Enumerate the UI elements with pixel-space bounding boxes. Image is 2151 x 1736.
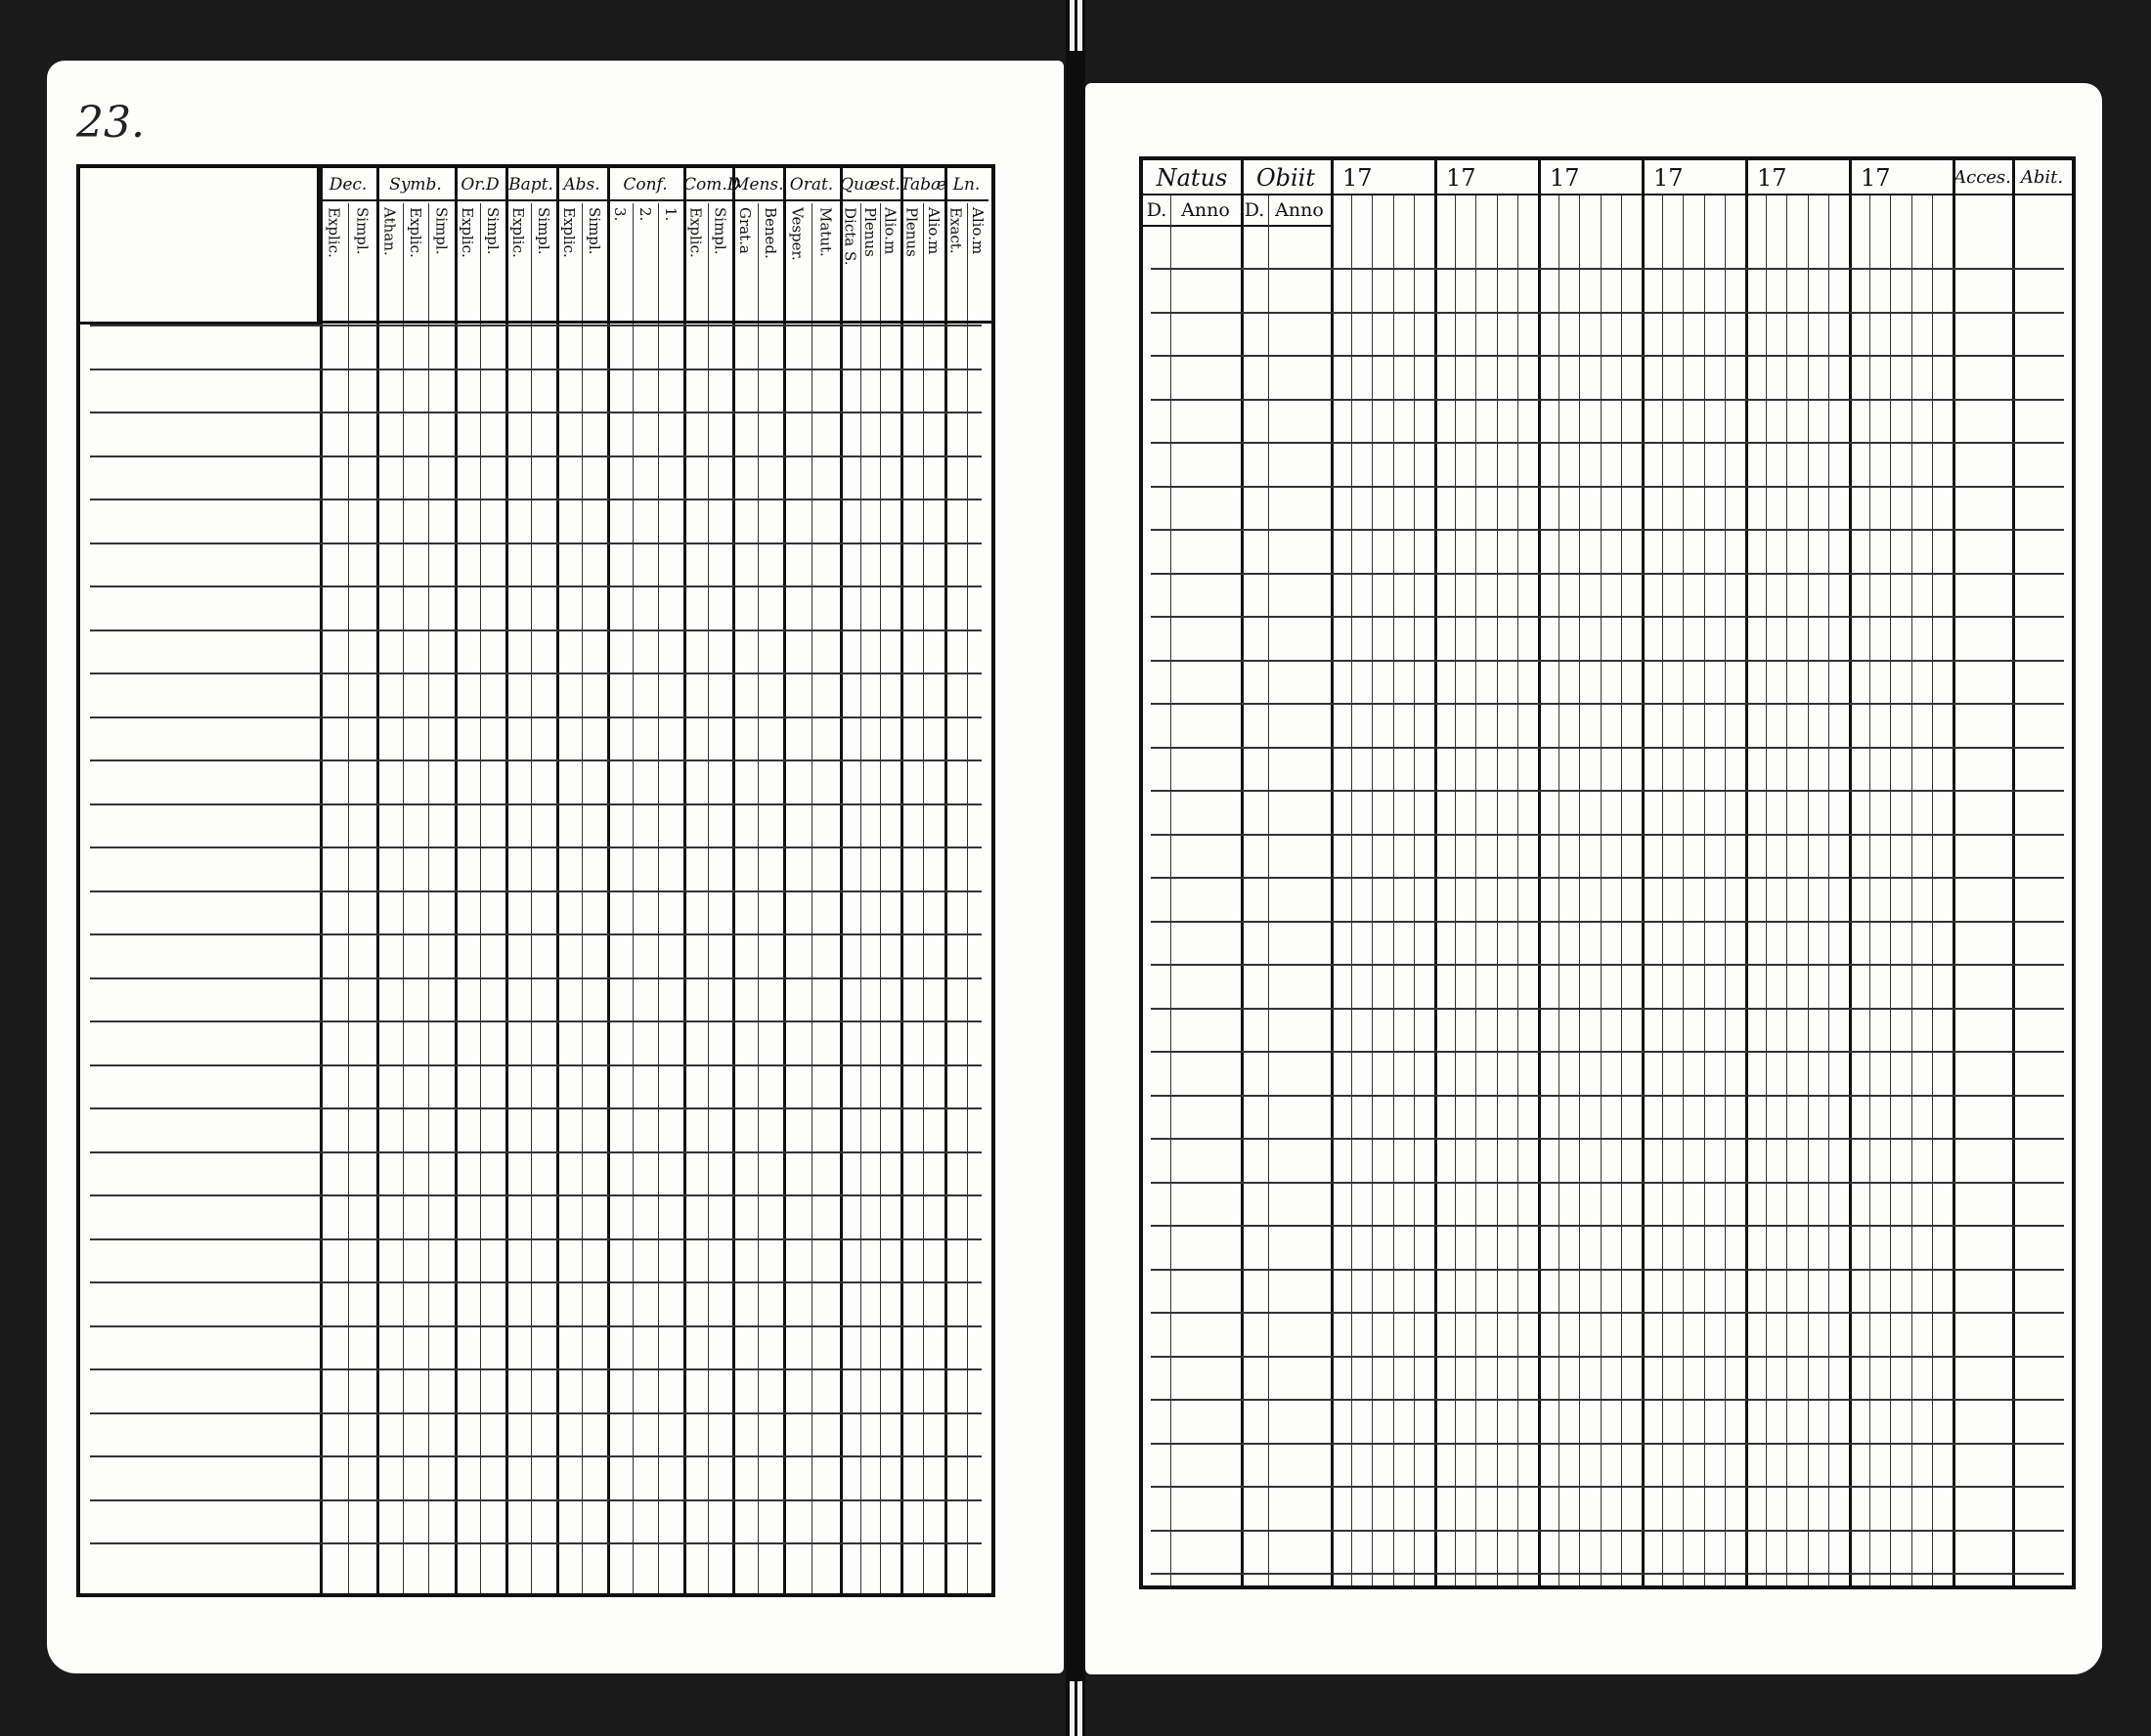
table-row-line xyxy=(90,1368,982,1370)
table-row-line xyxy=(90,325,982,326)
column-divider xyxy=(2012,160,2015,1585)
table-row-line xyxy=(90,1064,982,1066)
year-subcolumn-divider xyxy=(1414,195,1415,1585)
column-divider xyxy=(944,168,947,1593)
table-row-line xyxy=(90,1281,982,1283)
subheader-label: Alio.m xyxy=(881,207,900,255)
table-row-line xyxy=(90,586,982,587)
subheader-label: Alio.m xyxy=(968,207,987,255)
subheader-label: Simpl. xyxy=(586,207,603,255)
year-subcolumn-divider xyxy=(1517,195,1518,1585)
year-header: 17 xyxy=(1538,160,1642,195)
year-subcolumn-divider xyxy=(1601,195,1602,1585)
table-row-line xyxy=(1151,1486,2064,1488)
natus-header: Natus xyxy=(1143,160,1241,195)
column-subheader xyxy=(840,203,900,321)
table-row-line xyxy=(90,1238,982,1240)
year-header: 17 xyxy=(1642,160,1745,195)
subheader-label: Simpl. xyxy=(711,207,729,255)
table-row-line xyxy=(1151,921,2064,923)
table-row-line xyxy=(90,1412,982,1414)
sub-column-divider xyxy=(1170,195,1171,1585)
column-header: Ln. xyxy=(944,168,988,201)
column-header: Dec. xyxy=(320,168,376,201)
year-header: 17 xyxy=(1331,160,1434,195)
year-subcolumn-divider xyxy=(1704,195,1705,1585)
table-row-line xyxy=(1151,1051,2064,1053)
column-divider xyxy=(783,168,786,1593)
column-divider xyxy=(320,168,323,1593)
subheader-label: Dicta S. xyxy=(841,207,859,266)
subheader-label: Plenus xyxy=(902,207,921,257)
year-subcolumn-divider xyxy=(1372,195,1373,1585)
column-divider xyxy=(1849,160,1852,1585)
column-divider xyxy=(1538,160,1541,1585)
obiit-header: Obiit xyxy=(1241,160,1331,195)
table-row-line xyxy=(90,369,982,370)
table-row-line xyxy=(1151,747,2064,749)
year-subcolumn-divider xyxy=(1579,195,1580,1585)
column-divider xyxy=(1434,160,1437,1585)
year-subcolumn-divider xyxy=(1621,195,1622,1585)
column-header: Conf. xyxy=(607,168,683,201)
subheader-label: Explic. xyxy=(686,207,705,258)
table-row-line xyxy=(90,1107,982,1109)
subheader-label: Bened. xyxy=(762,207,779,259)
table-row-line xyxy=(90,803,982,805)
table-row-line xyxy=(90,846,982,848)
subheader-label: Alio.m xyxy=(924,207,943,255)
book-spine xyxy=(1066,0,1085,1736)
table-row-line xyxy=(90,1455,982,1457)
subheader-label: Athan. xyxy=(380,207,399,256)
year-header: 17 xyxy=(1849,160,1953,195)
subheader-label: Explic. xyxy=(325,207,343,258)
table-row-line xyxy=(90,760,982,761)
right-register-table xyxy=(1139,156,2076,1589)
subheader-label: Simpl. xyxy=(432,207,451,255)
obiit-year-label: Anno xyxy=(1268,195,1331,227)
sub-column-divider xyxy=(1268,195,1269,1585)
table-row-line xyxy=(1151,529,2064,531)
table-row-line xyxy=(90,1194,982,1196)
header-rule xyxy=(320,321,991,324)
column-header: Quæst. xyxy=(840,168,900,201)
table-row-line xyxy=(1151,660,2064,662)
table-row-line xyxy=(1151,1312,2064,1314)
table-row-line xyxy=(1151,834,2064,836)
table-row-line xyxy=(1151,1095,2064,1097)
table-row-line xyxy=(90,716,982,718)
table-row-line xyxy=(90,673,982,674)
column-divider xyxy=(732,168,735,1593)
spine-mark xyxy=(1077,0,1082,51)
table-row-line xyxy=(1151,1356,2064,1358)
column-divider xyxy=(1953,160,1955,1585)
year-subcolumn-divider xyxy=(1890,195,1891,1585)
table-row-line xyxy=(90,977,982,979)
table-row-line xyxy=(1151,442,2064,444)
year-subcolumn-divider xyxy=(1766,195,1767,1585)
table-row-line xyxy=(1151,964,2064,966)
column-divider xyxy=(505,168,508,1593)
column-header: Bapt. xyxy=(505,168,556,201)
subheader-label: Simpl. xyxy=(353,207,372,255)
table-row-line xyxy=(90,1325,982,1327)
column-header: Symb. xyxy=(376,168,455,201)
table-row-line xyxy=(1151,1008,2064,1010)
column-header: Orat. xyxy=(783,168,840,201)
column-divider xyxy=(376,168,379,1593)
year-subcolumn-divider xyxy=(1683,195,1684,1585)
natus-year-label: Anno xyxy=(1170,195,1241,227)
year-subcolumn-divider xyxy=(1869,195,1870,1585)
year-subcolumn-divider xyxy=(1558,195,1559,1585)
table-row-line xyxy=(1151,616,2064,618)
name-header-box xyxy=(80,168,320,325)
spine-mark xyxy=(1077,1681,1082,1736)
obiit-day-label: D. xyxy=(1241,195,1268,227)
table-row-line xyxy=(90,629,982,631)
table-row-line xyxy=(90,1151,982,1153)
table-row-line xyxy=(1151,268,2064,270)
subheader-label: 1. xyxy=(662,207,680,222)
subheader-label: Explic. xyxy=(509,207,527,258)
year-subcolumn-divider xyxy=(1828,195,1829,1585)
table-row-line xyxy=(1151,486,2064,488)
subheader-label: 2. xyxy=(637,207,654,222)
table-row-line xyxy=(90,412,982,413)
column-header: Mens. xyxy=(732,168,783,201)
column-divider xyxy=(1642,160,1645,1585)
column-divider xyxy=(1745,160,1748,1585)
column-divider xyxy=(840,168,843,1593)
table-row-line xyxy=(90,933,982,935)
table-row-line xyxy=(1151,1182,2064,1184)
year-header: 17 xyxy=(1434,160,1538,195)
table-row-line xyxy=(90,1020,982,1022)
table-row-line xyxy=(90,890,982,892)
year-subcolumn-divider xyxy=(1497,195,1498,1585)
table-row-line xyxy=(90,542,982,544)
table-row-line xyxy=(1151,1443,2064,1445)
table-row-line xyxy=(1151,1399,2064,1401)
abiit-header: Abit. xyxy=(2012,160,2072,195)
subheader-label: Explic. xyxy=(459,207,476,258)
year-subcolumn-divider xyxy=(1393,195,1394,1585)
table-row-line xyxy=(1151,877,2064,879)
subheader-label: Explic. xyxy=(407,207,424,258)
subheader-label: Simpl. xyxy=(535,207,552,255)
year-subcolumn-divider xyxy=(1808,195,1809,1585)
year-subcolumn-divider xyxy=(1932,195,1933,1585)
year-header: 17 xyxy=(1745,160,1849,195)
column-header: Tabæ xyxy=(900,168,944,201)
natus-day-label: D. xyxy=(1143,195,1170,227)
subheader-label: Simpl. xyxy=(484,207,502,255)
table-row-line xyxy=(1151,1530,2064,1532)
subheader-label: 3. xyxy=(611,207,629,222)
column-header: Abs. xyxy=(556,168,607,201)
subheader-label: Vesper. xyxy=(788,207,807,261)
table-row-line xyxy=(1151,1138,2064,1140)
column-divider xyxy=(1331,160,1334,1585)
table-row-line xyxy=(1151,399,2064,401)
column-divider xyxy=(607,168,610,1593)
year-subcolumn-divider xyxy=(1351,195,1352,1585)
spine-mark xyxy=(1070,0,1075,51)
year-subcolumn-divider xyxy=(1725,195,1726,1585)
table-row-line xyxy=(1151,1573,2064,1575)
column-divider xyxy=(900,168,903,1593)
year-subcolumn-divider xyxy=(1662,195,1663,1585)
table-row-line xyxy=(1151,355,2064,357)
subheader-label: Explic. xyxy=(560,207,578,258)
column-subheader xyxy=(376,203,455,321)
column-header: Or.D xyxy=(455,168,505,201)
table-row-line xyxy=(1151,573,2064,575)
table-row-line xyxy=(1151,1225,2064,1227)
year-subcolumn-divider xyxy=(1475,195,1476,1585)
table-row-line xyxy=(90,499,982,500)
subheader-label: Grat.a xyxy=(736,207,754,254)
column-divider xyxy=(455,168,458,1593)
spine-mark xyxy=(1070,1681,1075,1736)
column-divider xyxy=(683,168,686,1593)
table-row-line xyxy=(1151,1269,2064,1271)
subheader-label: Exact. xyxy=(946,207,965,254)
year-subcolumn-divider xyxy=(1786,195,1787,1585)
subheader-label: Matut. xyxy=(816,207,835,257)
table-row-line xyxy=(1151,790,2064,792)
left-register-table xyxy=(76,164,995,1597)
column-divider xyxy=(556,168,559,1593)
accessit-header: Acces. xyxy=(1953,160,2012,195)
table-row-line xyxy=(90,1499,982,1501)
table-row-line xyxy=(90,456,982,457)
page-number: 23. xyxy=(76,98,145,148)
column-header: Com.D xyxy=(683,168,732,201)
column-subheader xyxy=(607,203,683,321)
table-row-line xyxy=(1151,312,2064,314)
table-row-line xyxy=(90,1542,982,1544)
column-divider xyxy=(1241,160,1244,1585)
subheader-label: Plenus xyxy=(861,207,879,257)
table-row-line xyxy=(1151,703,2064,705)
year-subcolumn-divider xyxy=(1455,195,1456,1585)
year-subcolumn-divider xyxy=(1911,195,1912,1585)
